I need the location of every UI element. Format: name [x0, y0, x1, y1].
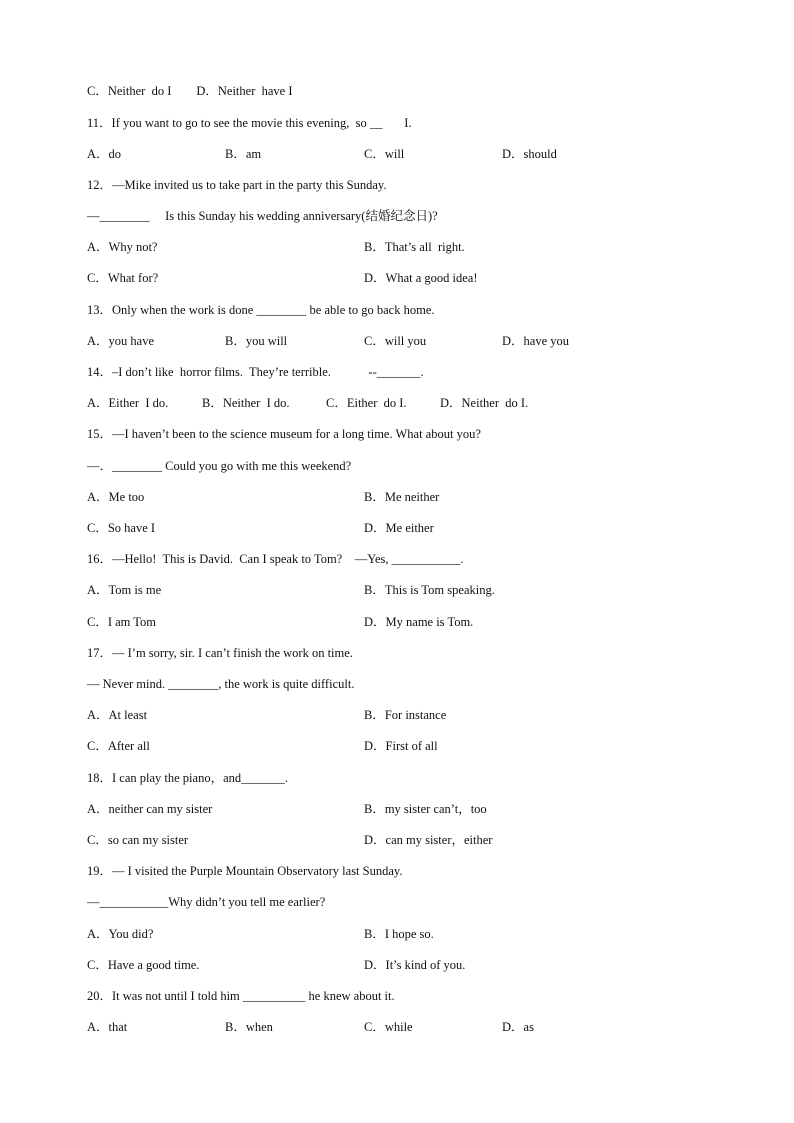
q12-option-b: B．That’s all right. [364, 240, 465, 254]
q20-option-a: A．that [87, 1020, 128, 1034]
q16-option-d: D．My name is Tom. [364, 615, 474, 629]
question-13-stem: 13．Only when the work is done ________ be able to go back home. [87, 303, 435, 317]
q17-option-d: D．First of all [364, 739, 438, 753]
question-12-stem-2: —________ Is this Sunday his wedding anniversary(结婚纪念日)? [87, 209, 438, 223]
q13-option-c: C．will you [364, 334, 427, 348]
q17-option-a: A．At least [87, 708, 148, 722]
q18-option-a: A．neither can my sister [87, 802, 213, 816]
q13-option-d: D．have you [502, 334, 569, 348]
q14-option-c: C．Either do I. [326, 396, 407, 410]
question-15-stem: 15．—I haven’t been to the science museum for a long time. What about you? [87, 427, 481, 441]
q19-option-d: D．It’s kind of you. [364, 958, 466, 972]
question-15-stem-2: —．________ Could you go with me this weekend? [87, 459, 352, 473]
q11-option-a: A．do [87, 147, 122, 161]
q12-option-c: C．What for? [87, 271, 159, 285]
question-12-stem: 12．—Mike invited us to take part in the party this Sunday. [87, 178, 387, 192]
q18-option-c: C．so can my sister [87, 833, 189, 847]
q20-option-c: C．while [364, 1020, 413, 1034]
q11-option-c: C．will [364, 147, 405, 161]
q12-option-d: D．What a good idea! [364, 271, 478, 285]
question-18-stem: 18．I can play the piano，and_______. [87, 771, 288, 785]
q12-option-a: A．Why not? [87, 240, 158, 254]
q14-option-b: B．Neither I do. [202, 396, 290, 410]
question-19-stem: 19．— I visited the Purple Mountain Observatory last Sunday. [87, 864, 403, 878]
q18-option-b: B．my sister can’t，too [364, 802, 487, 816]
q14-option-d: D．Neither do I. [440, 396, 529, 410]
top-options-line: C．Neither do I D．Neither have I [87, 84, 293, 98]
question-17-stem: 17．— I’m sorry, sir. I can’t finish the work on time. [87, 646, 353, 660]
question-11-stem: 11．If you want to go to see the movie this evening, so __ I. [87, 116, 412, 130]
q19-option-c: C．Have a good time. [87, 958, 200, 972]
q16-option-b: B．This is Tom speaking. [364, 583, 495, 597]
q13-option-a: A．you have [87, 334, 154, 348]
question-20-stem: 20．It was not until I told him __________ he knew about it. [87, 989, 395, 1003]
q16-option-a: A．Tom is me [87, 583, 162, 597]
q11-option-b: B．am [225, 147, 262, 161]
q20-option-b: B．when [225, 1020, 273, 1034]
question-16-stem: 16．—Hello! This is David. Can I speak to Tom? —Yes, ___________. [87, 552, 464, 566]
question-17-stem-2: — Never mind. ________, the work is quite difficult. [87, 677, 355, 691]
q13-option-b: B．you will [225, 334, 288, 348]
q17-option-c: C．After all [87, 739, 150, 753]
question-19-stem-2: —___________Why didn’t you tell me earlier? [87, 895, 326, 909]
q19-option-b: B．I hope so. [364, 927, 434, 941]
q16-option-c: C．I am Tom [87, 615, 157, 629]
q15-option-b: B．Me neither [364, 490, 440, 504]
q15-option-d: D．Me either [364, 521, 434, 535]
question-14-stem: 14．–I don’t like horror films. They’re terrible. --_______. [87, 365, 424, 379]
q14-option-a: A．Either I do. [87, 396, 169, 410]
q15-option-c: C．So have I [87, 521, 156, 535]
q20-option-d: D．as [502, 1020, 534, 1034]
q18-option-d: D．can my sister，either [364, 833, 493, 847]
q15-option-a: A．Me too [87, 490, 145, 504]
q19-option-a: A．You did? [87, 927, 154, 941]
q11-option-d: D．should [502, 147, 557, 161]
q17-option-b: B．For instance [364, 708, 447, 722]
